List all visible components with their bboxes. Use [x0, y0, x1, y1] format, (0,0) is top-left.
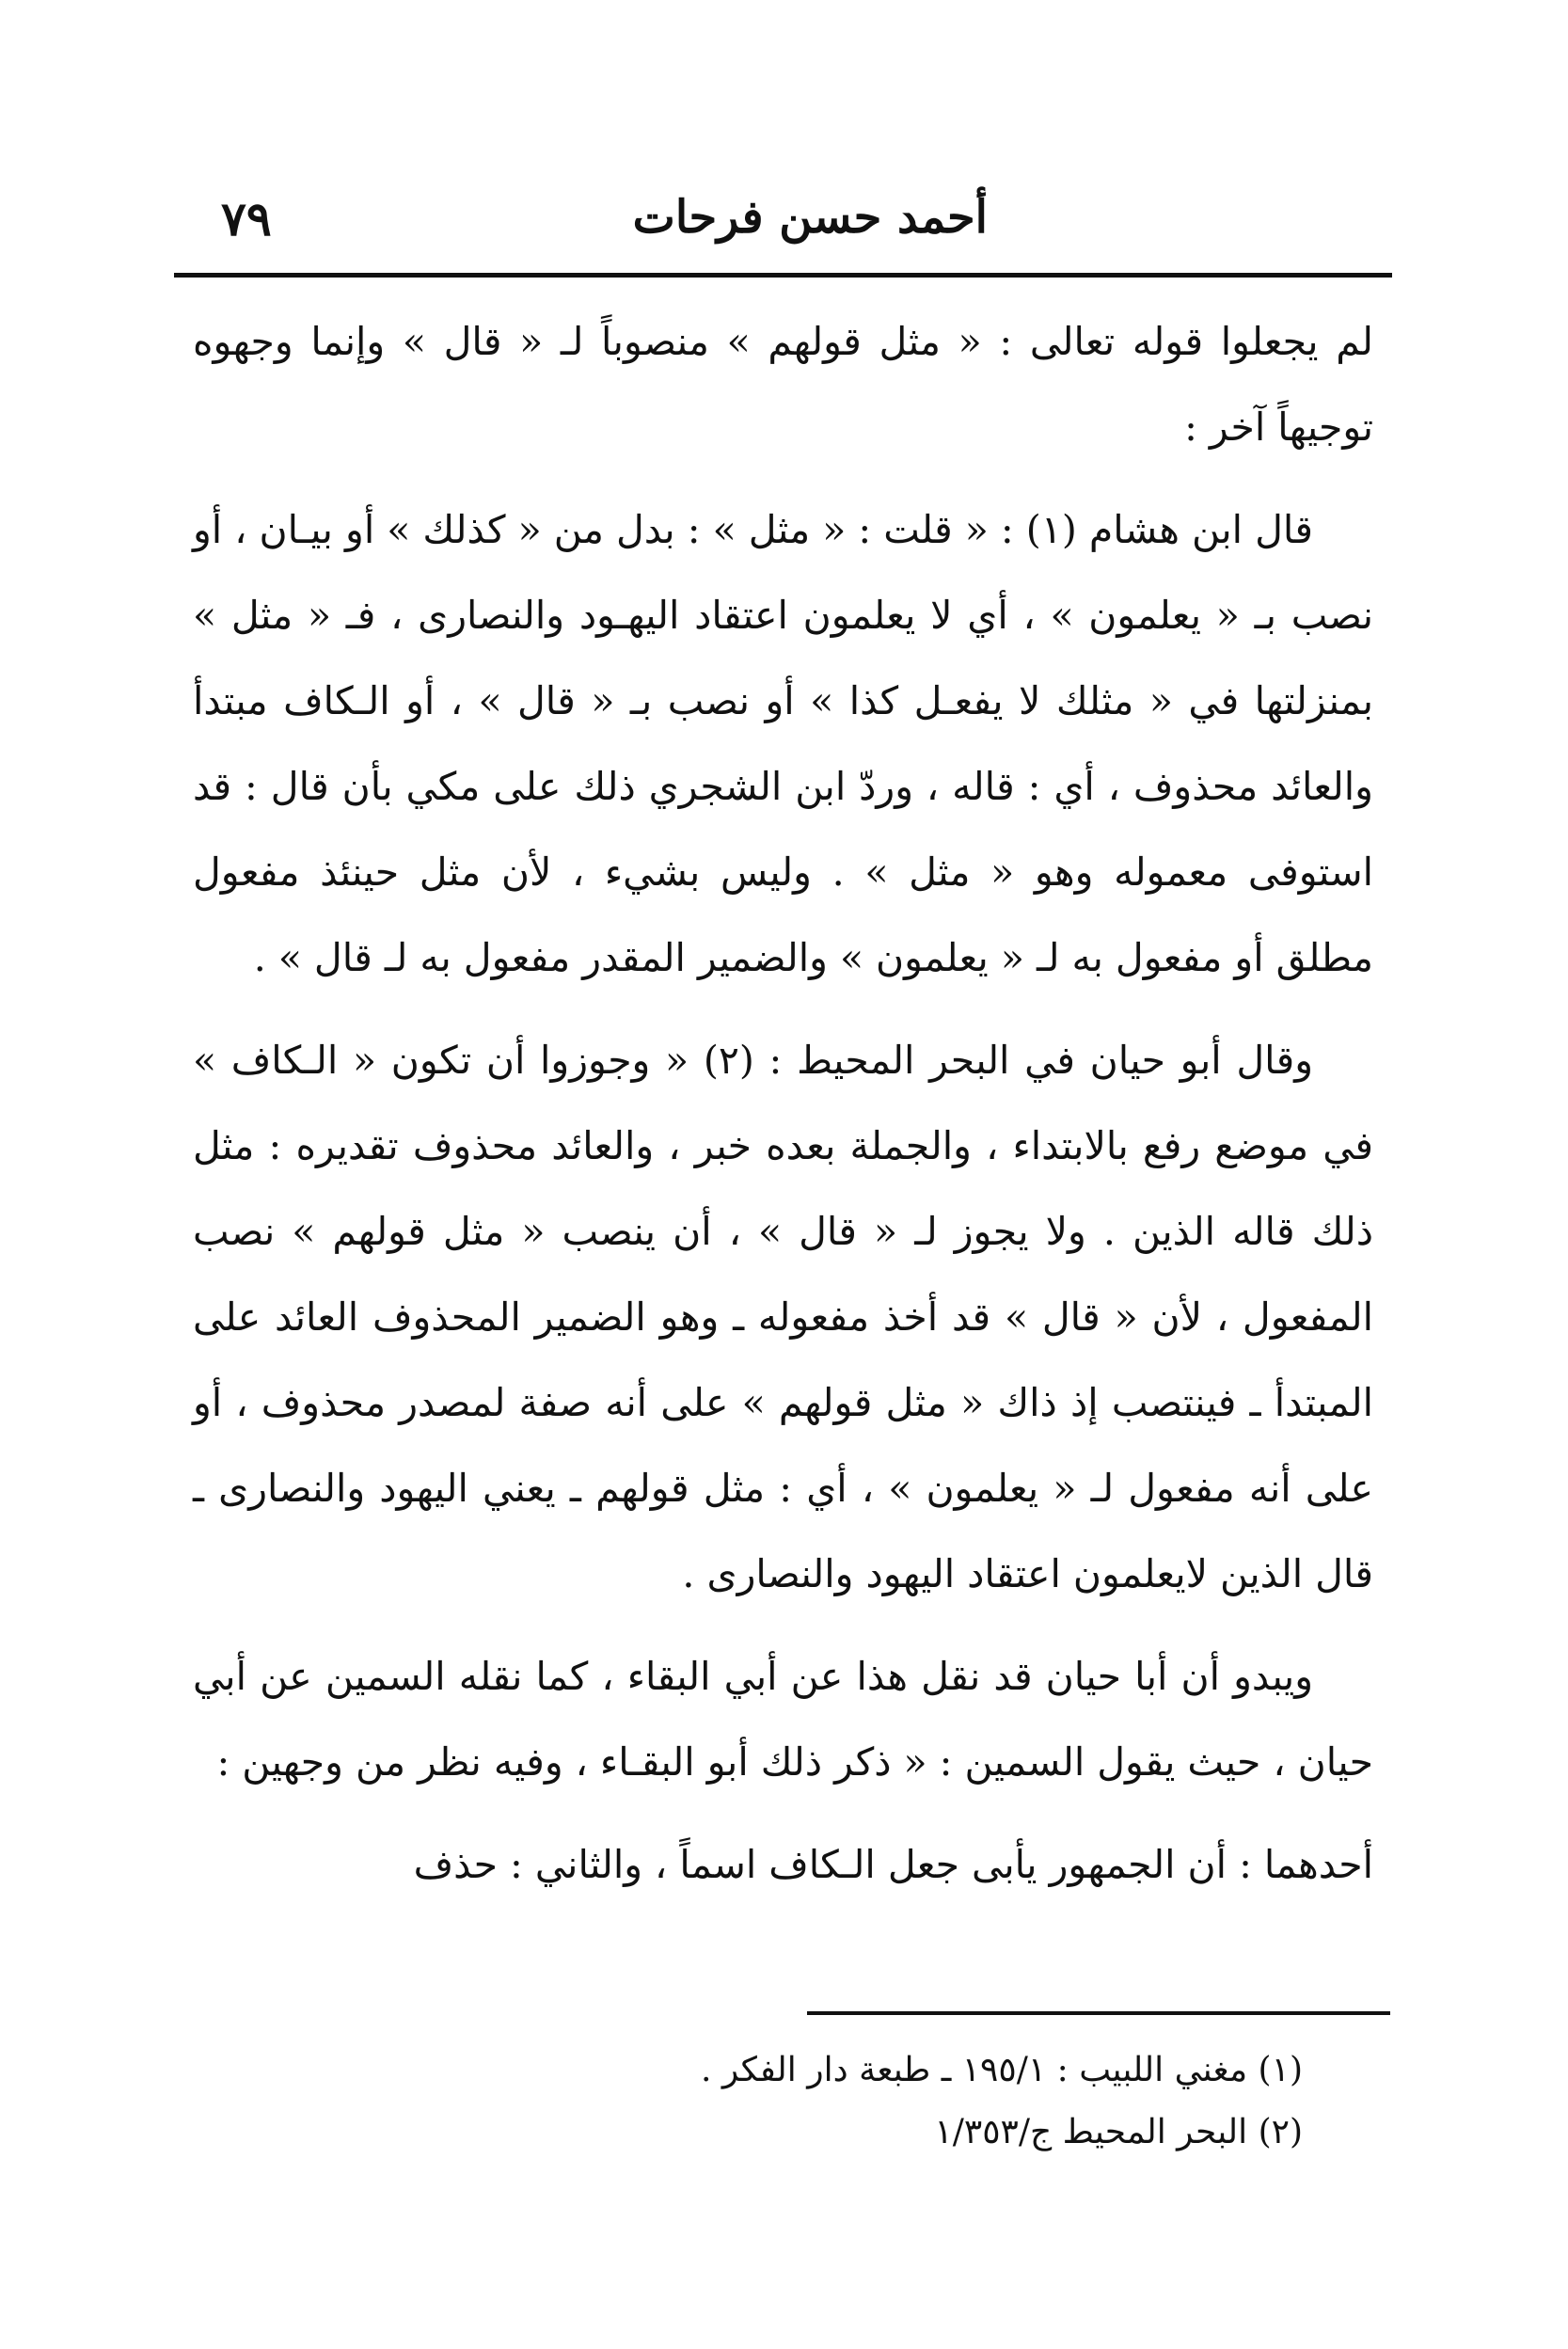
footnote: (١) مغني اللبيب : ١٩٥/١ ـ طبعة دار الفكر . [700, 2051, 1303, 2089]
footnote-rule [807, 2011, 1390, 2015]
page-number: ٧٩ [221, 191, 272, 246]
running-title: أحمد حسن فرحات [632, 191, 988, 244]
footnotes [193, 2040, 1303, 2164]
paragraph: أحدهما : أن الجمهور يأبى جعل الـكاف اسماً ، والثاني : حذف [413, 1842, 1373, 1887]
paragraph: ويبدو أن أبا حيان قد نقل هذا عن أبي البقاء ، كما نقله السمين عن أبي حيان ، حيث يقول السمين : « ذكر ذلك أبو البقـاء ، وفيه نظر من وجهين : [193, 1654, 1373, 1785]
body-text [193, 299, 1373, 1925]
page-header [193, 183, 1392, 259]
paragraph: قال ابن هشام (١) : « قلت : « مثل » : بدل من « كذلك » أو بيـان ، أو نصب بـ « يعلمون » ، أي لا يعلمون اعتقاد اليهـود والنصارى ، فـ « مثل » بمنزلتها في « مثلك لا يفعـل كذا » أو نصب بـ « قال » ، أو الـكاف مبتدأ والعائد محذوف ، أي : قاله ، وردّ ابن الشجري ذلك على مكي بأن قال : قد استوفى معموله وهو « مثل » . وليس بشيء ، لأن مثل حينئذ مفعول مطلق أو مفعول به لـ « يعلمون » والضمير المقدر مفعول به لـ قال » . [193, 507, 1373, 980]
footnote: (٢) البحر المحيط ج/١/٣٥٣ [934, 2113, 1303, 2151]
header-rule [174, 273, 1392, 278]
paragraph: لم يجعلوا قوله تعالى : « مثل قولهم » منصوباً لـ « قال » وإنما وجهوه توجيهاً آخر : [193, 319, 1373, 450]
paragraph: وقال أبو حيان في البحر المحيط : (٢) « وجوزوا أن تكون « الـكاف » في موضع رفع بالابتداء ، والجملة بعده خبر ، والعائد محذوف تقديره : مثل ذلك قاله الذين . ولا يجوز لـ « قال » ، أن ينصب « مثل قولهم » نصب المفعول ، لأن « قال » قد أخذ مفعوله ـ وهو الضمير المحذوف العائد على المبتدأ ـ فينتصب إذ ذاك « مثل قولهم » على أنه صفة لمصدر محذوف ، أو على أنه مفعول لـ « يعلمون » ، أي : مثل قولهم ـ يعني اليهود والنصارى ـ قال الذين لايعلمون اعتقاد اليهود والنصارى . [193, 1038, 1373, 1596]
